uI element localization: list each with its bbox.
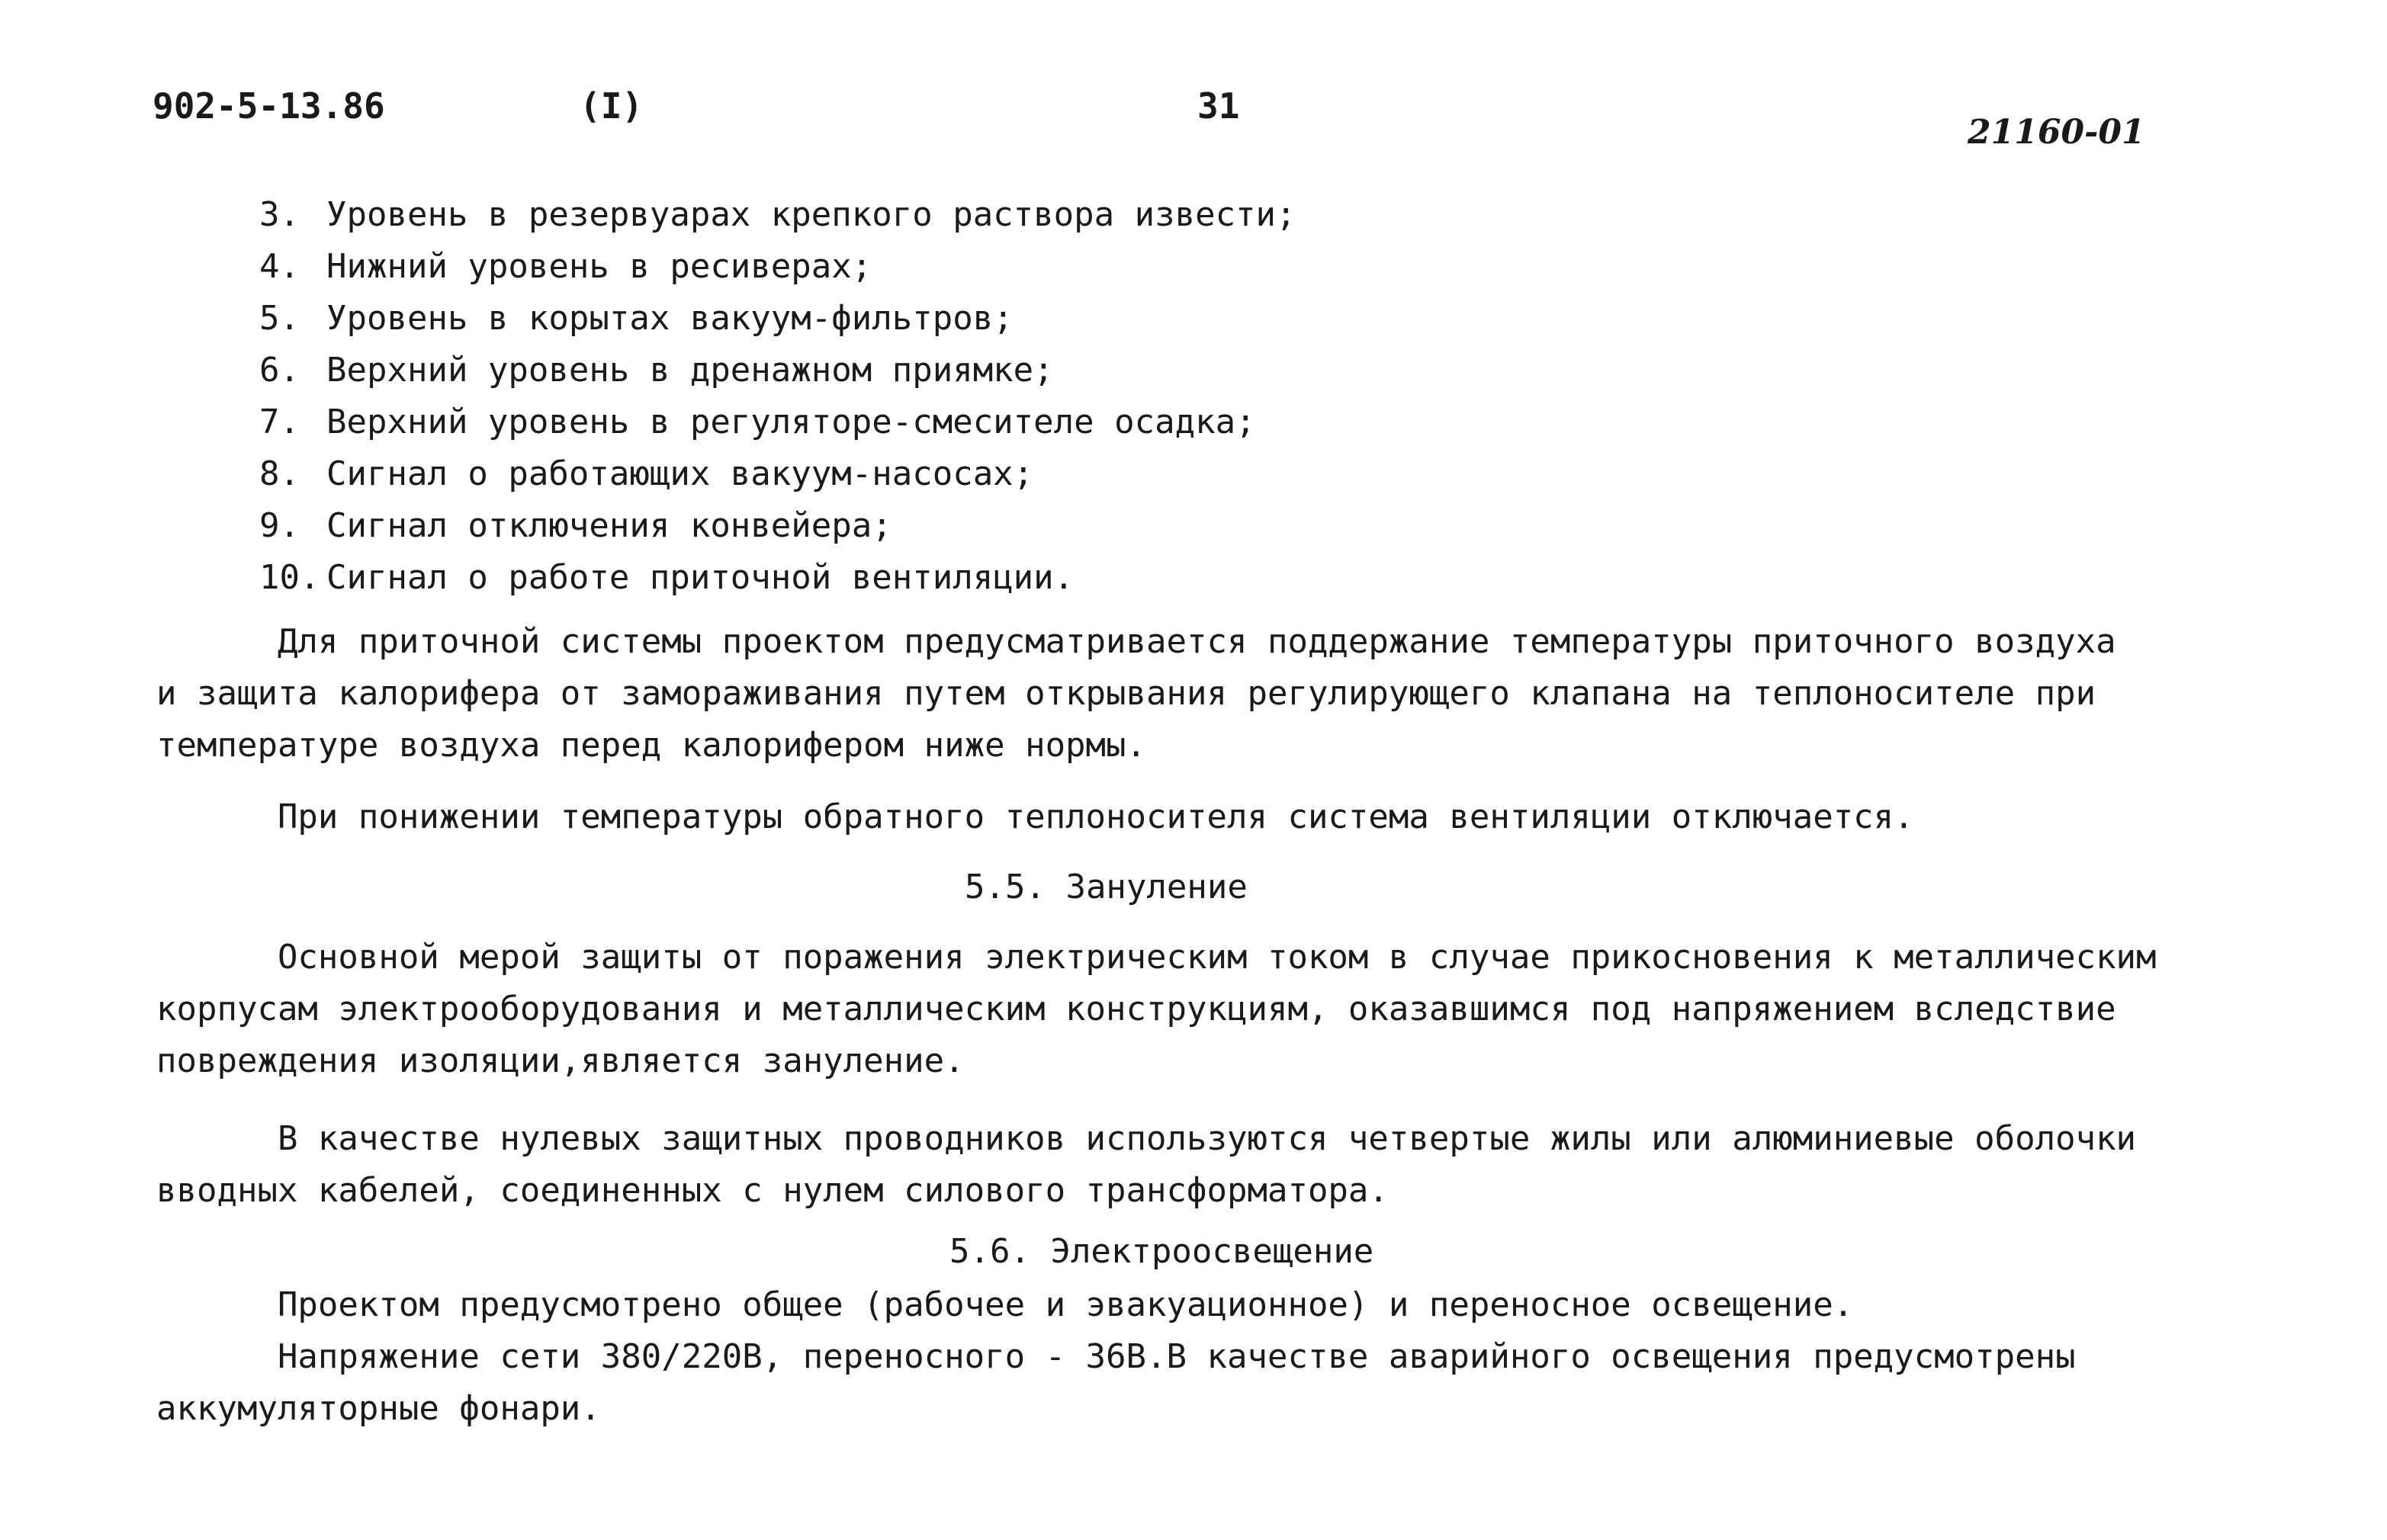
list-item-text: Сигнал о работающих вакуум-насосах; xyxy=(326,454,1034,493)
list-item xyxy=(259,293,1296,345)
lighting-voltage-paragraph: Напряжение сети 380/220В, переносного - 36В.В качестве аварийного освещения предусмотрены аккумуляторные фонари. xyxy=(156,1337,2076,1428)
section-title-lighting: 5.6. Электроосвещение xyxy=(949,1232,1374,1271)
zero-conductors-paragraph: В качестве нулевых защитных проводников используются четвертые жилы или алюминиевые оболочки вводных кабелей, соединенных с нулем силового трансформатора. xyxy=(156,1119,2137,1210)
document-code: 902-5-13.86 xyxy=(153,85,385,127)
signal-list xyxy=(259,189,1296,604)
list-item xyxy=(259,189,1296,241)
list-item xyxy=(259,396,1296,448)
page-number: 31 xyxy=(1197,85,1240,127)
list-item-text: Уровень в резервуарах крепкого раствора извести; xyxy=(326,195,1296,234)
list-item xyxy=(259,241,1296,293)
list-item-number: 6. xyxy=(259,351,300,390)
list-item-text: Сигнал отключения конвейера; xyxy=(326,506,892,545)
list-item xyxy=(259,345,1296,396)
list-item-number: 10. xyxy=(259,558,320,597)
supply-system-paragraph: Для приточной системы проектом предусматривается поддержание температуры приточного воздуха и защита калорифера от замораживания путем открывания регулирующего клапана на теплоносителе при температуре воздуха перед калорифером ниже нормы. xyxy=(156,622,2116,765)
list-item-number: 8. xyxy=(259,454,300,493)
list-item-text: Нижний уровень в ресиверах; xyxy=(326,247,872,286)
list-item-text: Верхний уровень в регуляторе-смесителе осадка; xyxy=(326,403,1256,441)
list-item-number: 7. xyxy=(259,403,300,441)
list-item-number: 9. xyxy=(259,506,300,545)
zeroing-paragraph: Основной мерой защиты от поражения электрическим током в случае прикосновения к металлическим корпусам электрооборудования и металлическим конструкциям, оказавшимся под напряжением вследствие повреждения изоляции,является зануление. xyxy=(156,938,2157,1080)
list-item-text: Сигнал о работе приточной вентиляции. xyxy=(326,558,1075,597)
section-title-zeroing: 5.5. Зануление xyxy=(965,868,1248,906)
list-item-number: 4. xyxy=(259,247,300,286)
part-number: (I) xyxy=(580,85,644,127)
lighting-general-paragraph: Проектом предусмотрено общее (рабочее и эвакуационное) и переносное освещение. xyxy=(156,1285,1854,1324)
list-item xyxy=(259,448,1296,500)
list-item xyxy=(259,552,1296,604)
list-item-text: Верхний уровень в дренажном приямке; xyxy=(326,351,1054,390)
list-item-number: 3. xyxy=(259,195,300,234)
list-item xyxy=(259,500,1296,552)
list-item-number: 5. xyxy=(259,299,300,338)
return-temperature-paragraph: При понижении температуры обратного теплоносителя система вентиляции отключается. xyxy=(156,797,1914,836)
list-item-text: Уровень в корытах вакуум-фильтров; xyxy=(326,299,1014,338)
archive-stamp: 21160-01 xyxy=(1968,113,2145,152)
